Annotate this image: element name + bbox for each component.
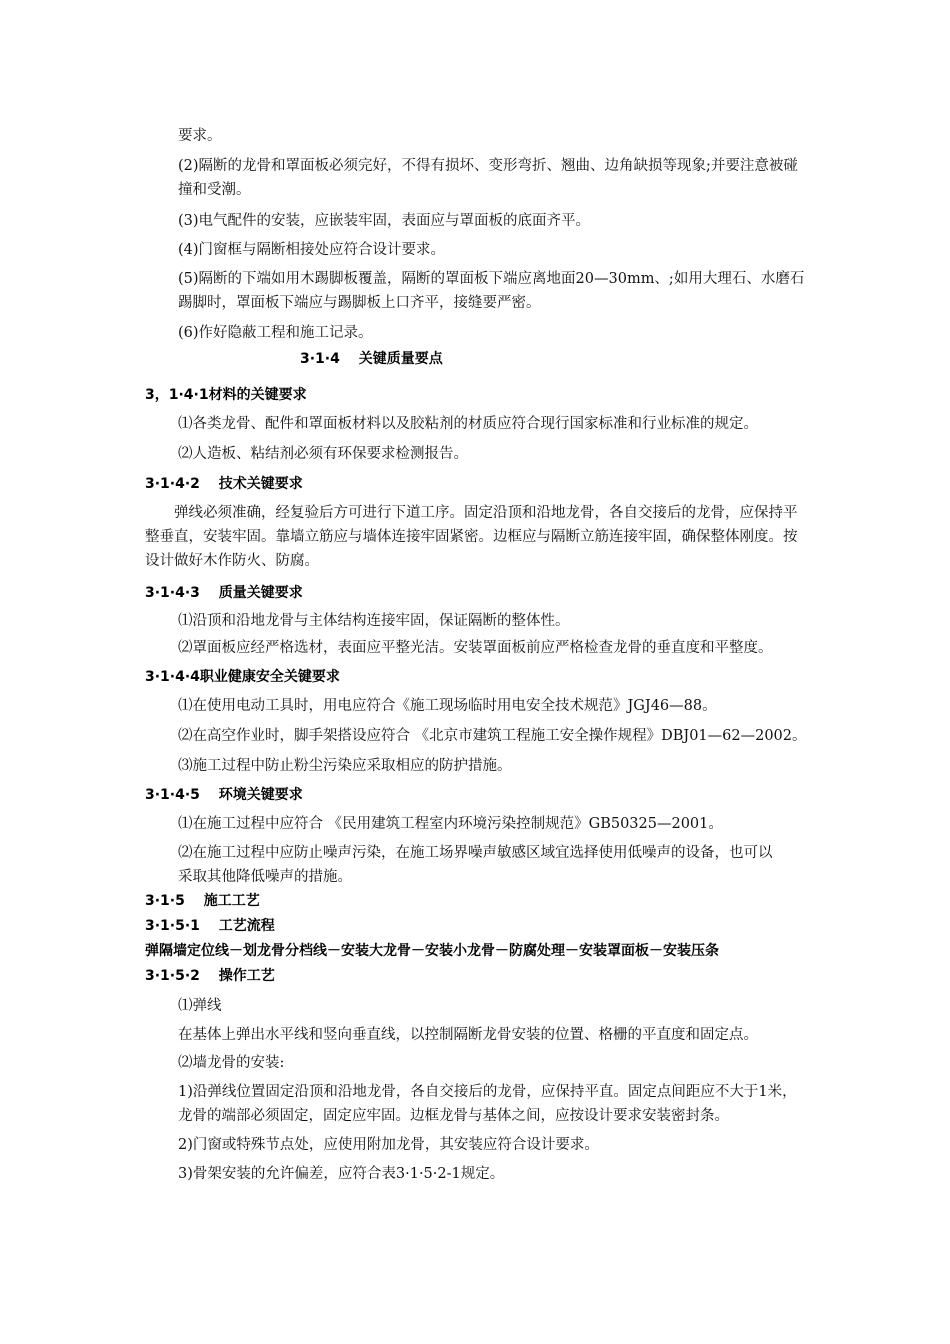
text-line: ⑴沿顶和沿地龙骨与主体结构连接牢固，保证隔断的整体性。 <box>178 613 570 629</box>
text-line: (5)隔断的下端如用木踢脚板覆盖，隔断的罩面板下端应离地面20—30mm、;如用大理石、水磨石 <box>178 271 805 287</box>
text-line: ⑵罩面板应经严格选材，表面应平整光洁。安装罩面板前应严格检查龙骨的垂直度和平整度。 <box>178 640 773 656</box>
text-line: ⑵在施工过程中应防止噪声污染，在施工场界噪声敏感区域宜选择使用低噪声的设备，也可以 <box>178 845 773 861</box>
text-line: ⑴在施工过程中应符合 《民用建筑工程室内环境污染控制规范》GB50325—2001。 <box>178 816 723 832</box>
section-heading: 3·1·4 关键质量要点 <box>300 351 443 367</box>
section-heading: 3，1·4·1材料的关键要求 <box>145 387 307 403</box>
text-line: 整垂直，安装牢固。靠墙立筋应与墙体连接牢固紧密。边框应与隔断立筋连接牢固，确保整体刚度。按 <box>145 529 798 545</box>
text-line: 3)骨架安装的允许偏差，应符合表3·1·5·2-1规定。 <box>178 1166 505 1182</box>
text-line: 采取其他降低噪声的措施。 <box>178 869 352 885</box>
text-line: 设计做好木作防火、防腐。 <box>145 553 319 569</box>
text-line: ⑴在使用电动工具时，用电应符合《施工现场临时用电安全技术规范》JGJ46—88。 <box>178 698 717 714</box>
text-line: (3)电气配件的安装，应嵌装牢固，表面应与罩面板的底面齐平。 <box>178 213 591 229</box>
text-line: ⑶施工过程中防止粉尘污染应采取相应的防护措施。 <box>178 758 512 774</box>
text-line: ⑵墙龙骨的安装: <box>178 1055 285 1071</box>
process-flow: 弹隔墙定位线－划龙骨分档线－安装大龙骨－安装小龙骨－防腐处理－安装罩面板－安装压条 <box>145 943 719 959</box>
text-line: 龙骨的端部必须固定，固定应牢固。边框龙骨与基体之间，应按设计要求安装密封条。 <box>178 1108 729 1124</box>
text-line: (6)作好隐蔽工程和施工记录。 <box>178 325 373 341</box>
text-line: 踢脚时，罩面板下端应与踢脚板上口齐平，接缝要严密。 <box>178 295 541 311</box>
text-line: ⑵人造板、粘结剂必须有环保要求检测报告。 <box>178 446 468 462</box>
text-line: 1)沿弹线位置固定沿顶和沿地龙骨，各自交接后的龙骨，应保持平直。固定点间距应不大于1米， <box>178 1084 797 1100</box>
section-heading: 3·1·5·1 工艺流程 <box>145 918 275 934</box>
section-heading: 3·1·4·3 质量关键要求 <box>145 585 303 601</box>
section-heading: 3·1·4·4职业健康安全关键要求 <box>145 669 340 685</box>
text-line: (4)门窗框与隔断相接处应符合设计要求。 <box>178 242 446 258</box>
section-heading: 3·1·5 施工工艺 <box>145 893 260 909</box>
text-line: ⑵在高空作业时，脚手架搭设应符合 《北京市建筑工程施工安全操作规程》DBJ01—62—2002。 <box>178 728 807 744</box>
text-line: 弹线必须准确，经复验后方可进行下道工序。固定沿顶和沿地龙骨，各自交接后的龙骨，应保持平 <box>174 505 798 521</box>
text-line: 2)门窗或特殊节点处，应使用附加龙骨，其安装应符合设计要求。 <box>178 1137 599 1153</box>
text-line: 撞和受潮。 <box>178 182 251 198</box>
text-line: (2)隔断的龙骨和罩面板必须完好，不得有损坏、变形弯折、翘曲、边角缺损等现象;并要注意被碰 <box>178 158 798 174</box>
section-heading: 3·1·5·2 操作工艺 <box>145 968 275 984</box>
section-heading: 3·1·4·2 技术关键要求 <box>145 476 303 492</box>
text-line: 在基体上弹出水平线和竖向垂直线，以控制隔断龙骨安装的位置、格栅的平直度和固定点。 <box>178 1027 758 1043</box>
text-line: ⑴各类龙骨、配件和罩面板材料以及胶粘剂的材质应符合现行国家标准和行业标准的规定。 <box>178 416 758 432</box>
section-heading: 3·1·4·5 环境关键要求 <box>145 787 303 803</box>
text-line: ⑴弹线 <box>178 998 222 1014</box>
text-line: 要求。 <box>178 128 222 144</box>
